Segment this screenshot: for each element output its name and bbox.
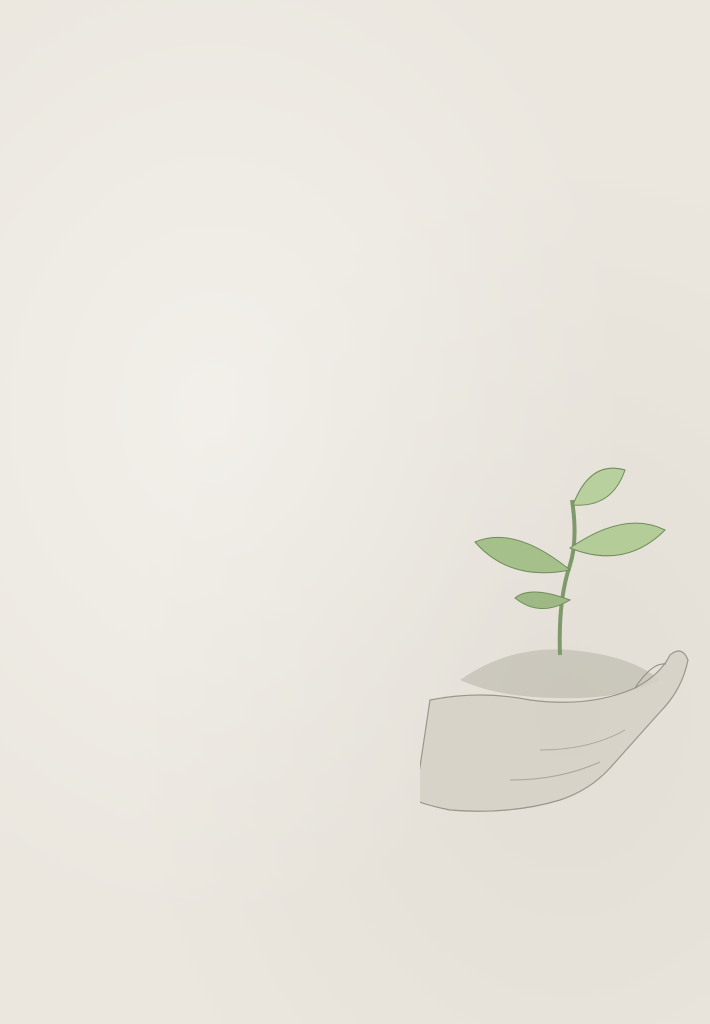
info-row-participate: [46, 578, 686, 607]
leaf-pattern-bottom: [0, 860, 710, 1024]
info-row-benefits-cont: [46, 752, 686, 781]
info-row-count: [46, 694, 686, 723]
info-row-method: [46, 607, 686, 636]
info-row-cost: [46, 665, 686, 694]
info-table: [46, 578, 686, 839]
info-row-address: [46, 636, 686, 665]
info-row-benefits-cont: [46, 781, 686, 810]
info-row-account: [46, 810, 686, 839]
info-row-benefits: [46, 723, 686, 752]
leaf-pattern-top: [0, 0, 710, 360]
